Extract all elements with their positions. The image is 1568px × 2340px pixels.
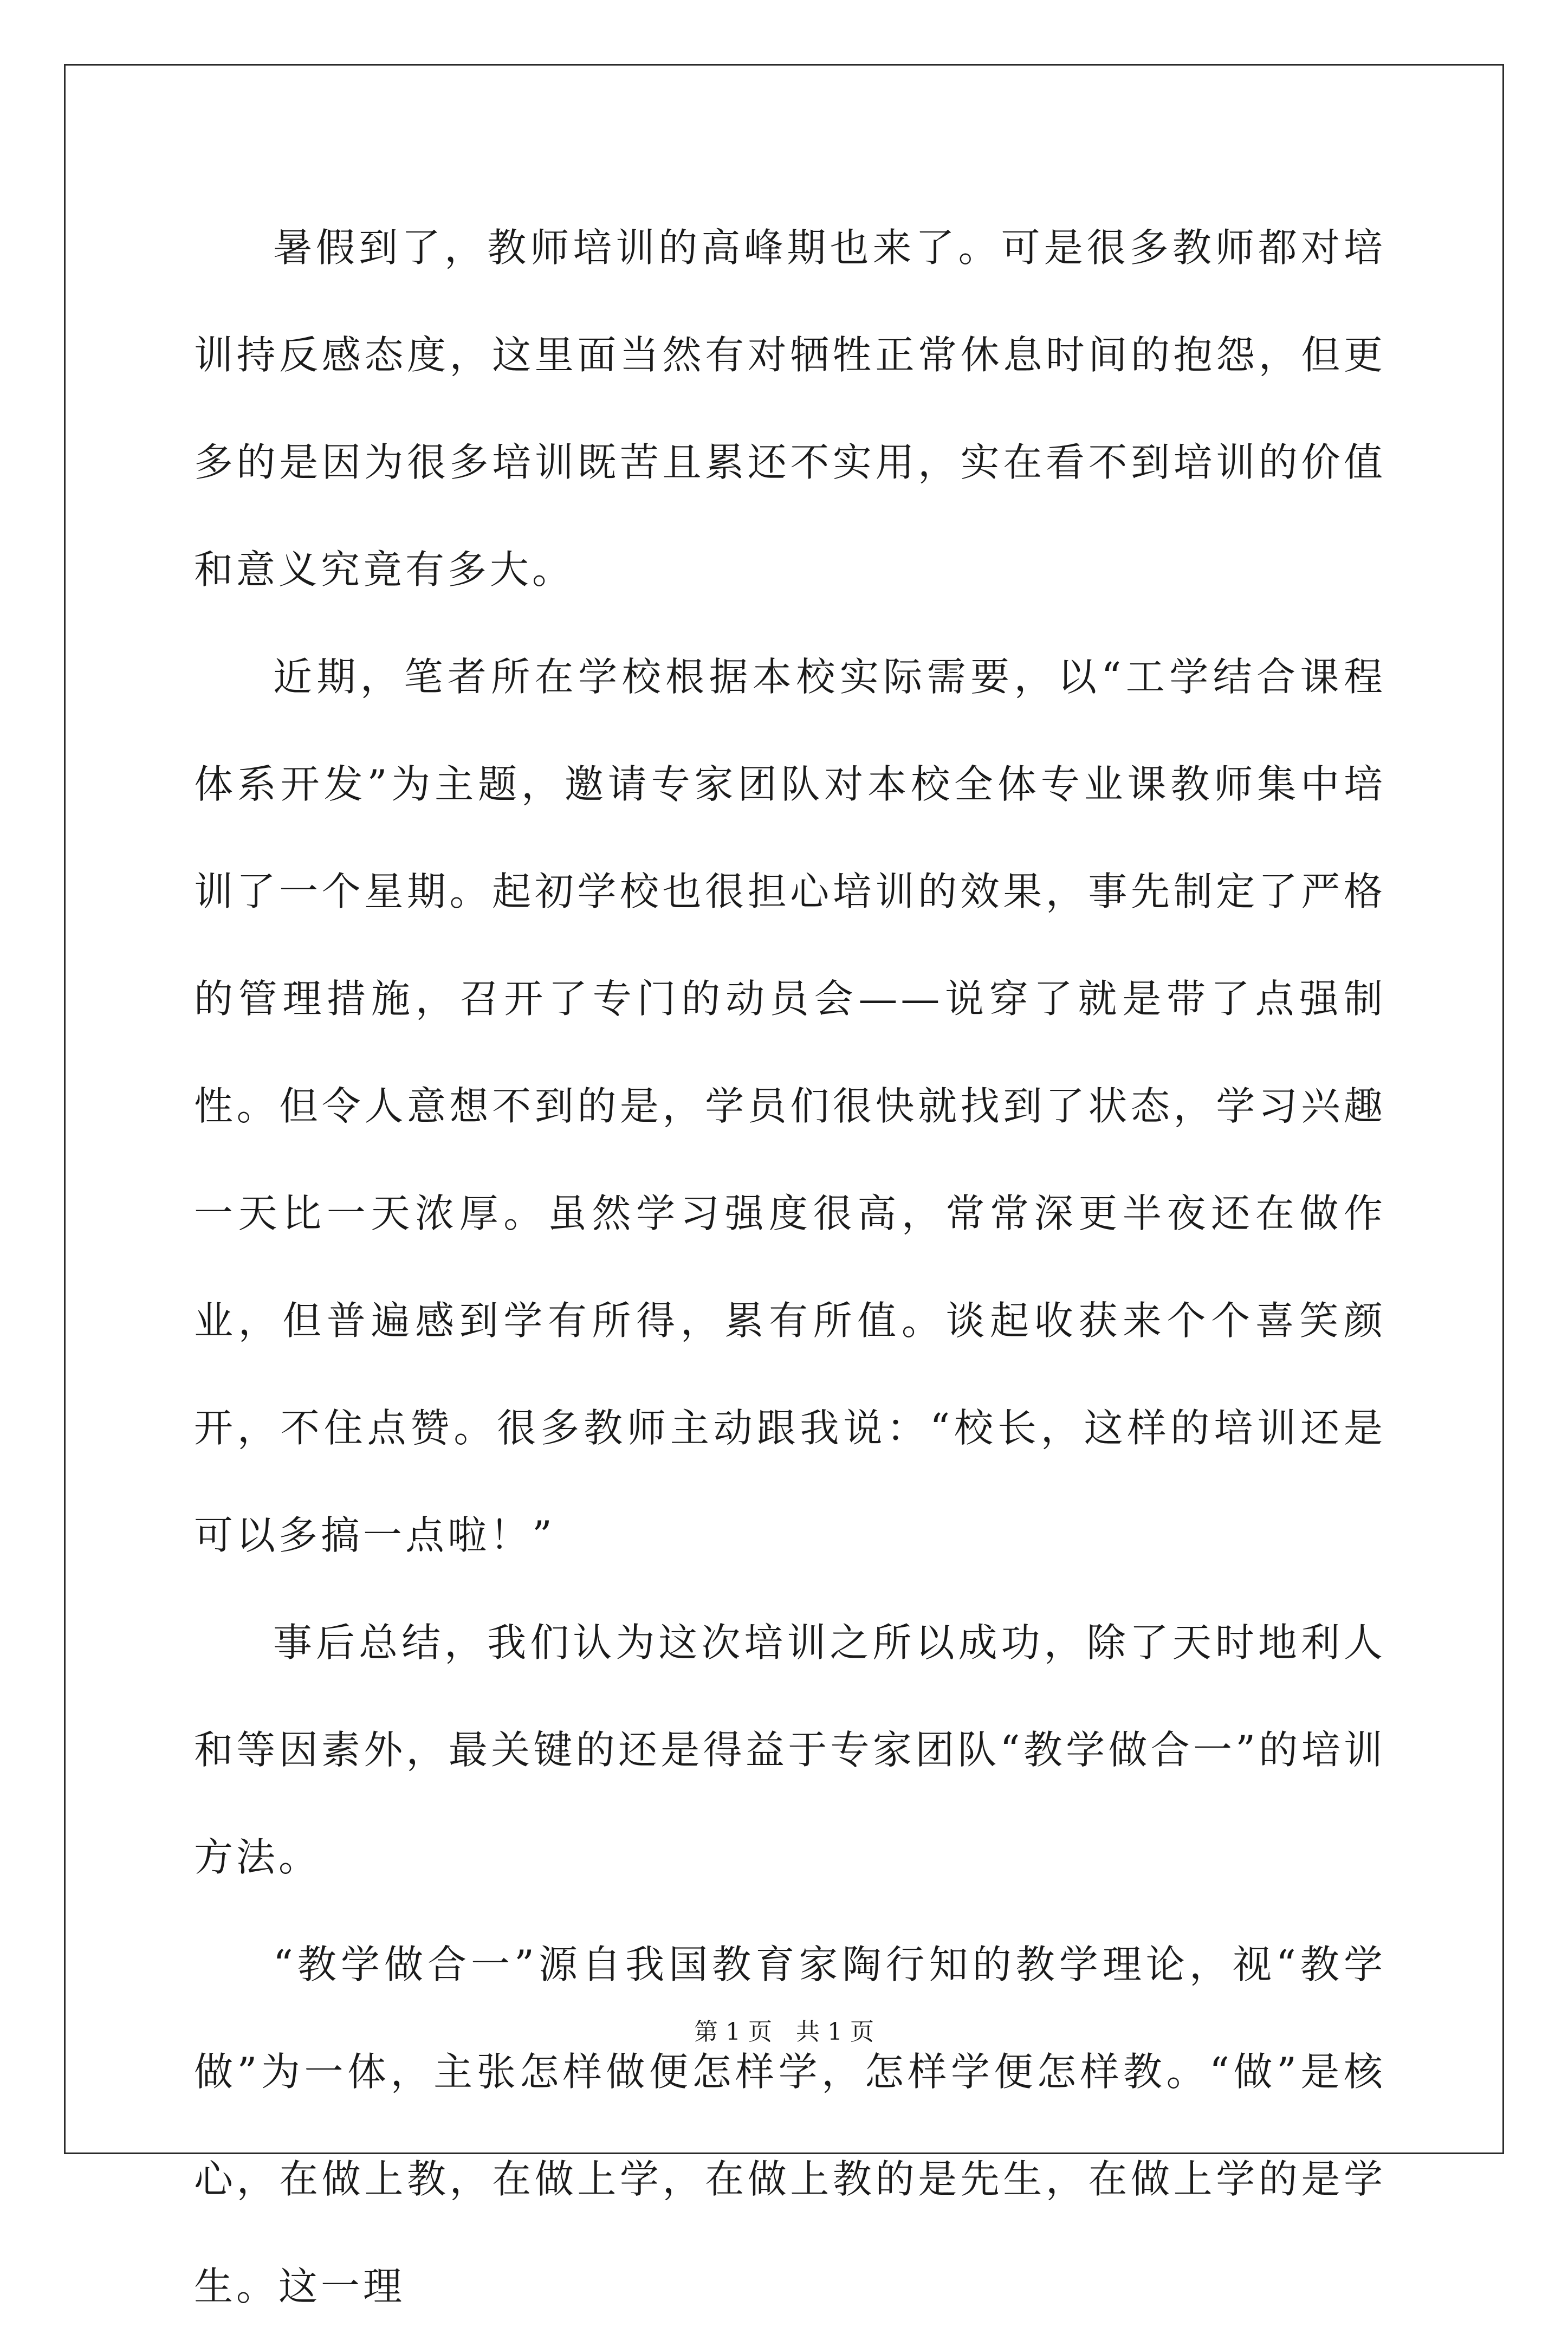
page-number-footer: 第 1 页 共 1 页 — [694, 2018, 874, 2046]
paragraph-1: 暑假到了，教师培训的高峰期也来了。可是很多教师都对培训持反感态度，这里面当然有对牺牲正常休息时间的抱怨，但更多的是因为很多培训既苦且累还不实用，实在看不到培训的价值和意义究竟有多大。 — [194, 225, 1386, 592]
paragraph-4: “教学做合一”源自我国教育家陶行知的教学理论，视“教学做”为一体，主张怎样做便怎样学，怎样学便怎样教。“做”是核心，在做上教，在做上学，在做上教的是先生，在做上学的是学生。这一理 — [194, 1942, 1386, 2309]
paragraph-3: 事后总结，我们认为这次培训之所以成功，除了天时地利人和等因素外，最关键的还是得益于专家团队“教学做合一”的培训方法。 — [194, 1620, 1386, 1880]
paragraph-2: 近期，笔者所在学校根据本校实际需要，以“工学结合课程体系开发”为主题，邀请专家团队对本校全体专业课教师集中培训了一个星期。起初学校也很担心培训的效果，事先制定了严格的管理措施，召开了专门的动员会——说穿了就是带了点强制性。但令人意想不到的是，学员们很快就找到了状态，学习兴趣一天比一天浓厚。虽然学习强度很高，常常深更半夜还在做作业，但普遍感到学有所得，累有所值。谈起收获来个个喜笑颜开，不住点赞。很多教师主动跟我说：“校长，这样的培训还是可以多搞一点啦！” — [194, 654, 1386, 1558]
